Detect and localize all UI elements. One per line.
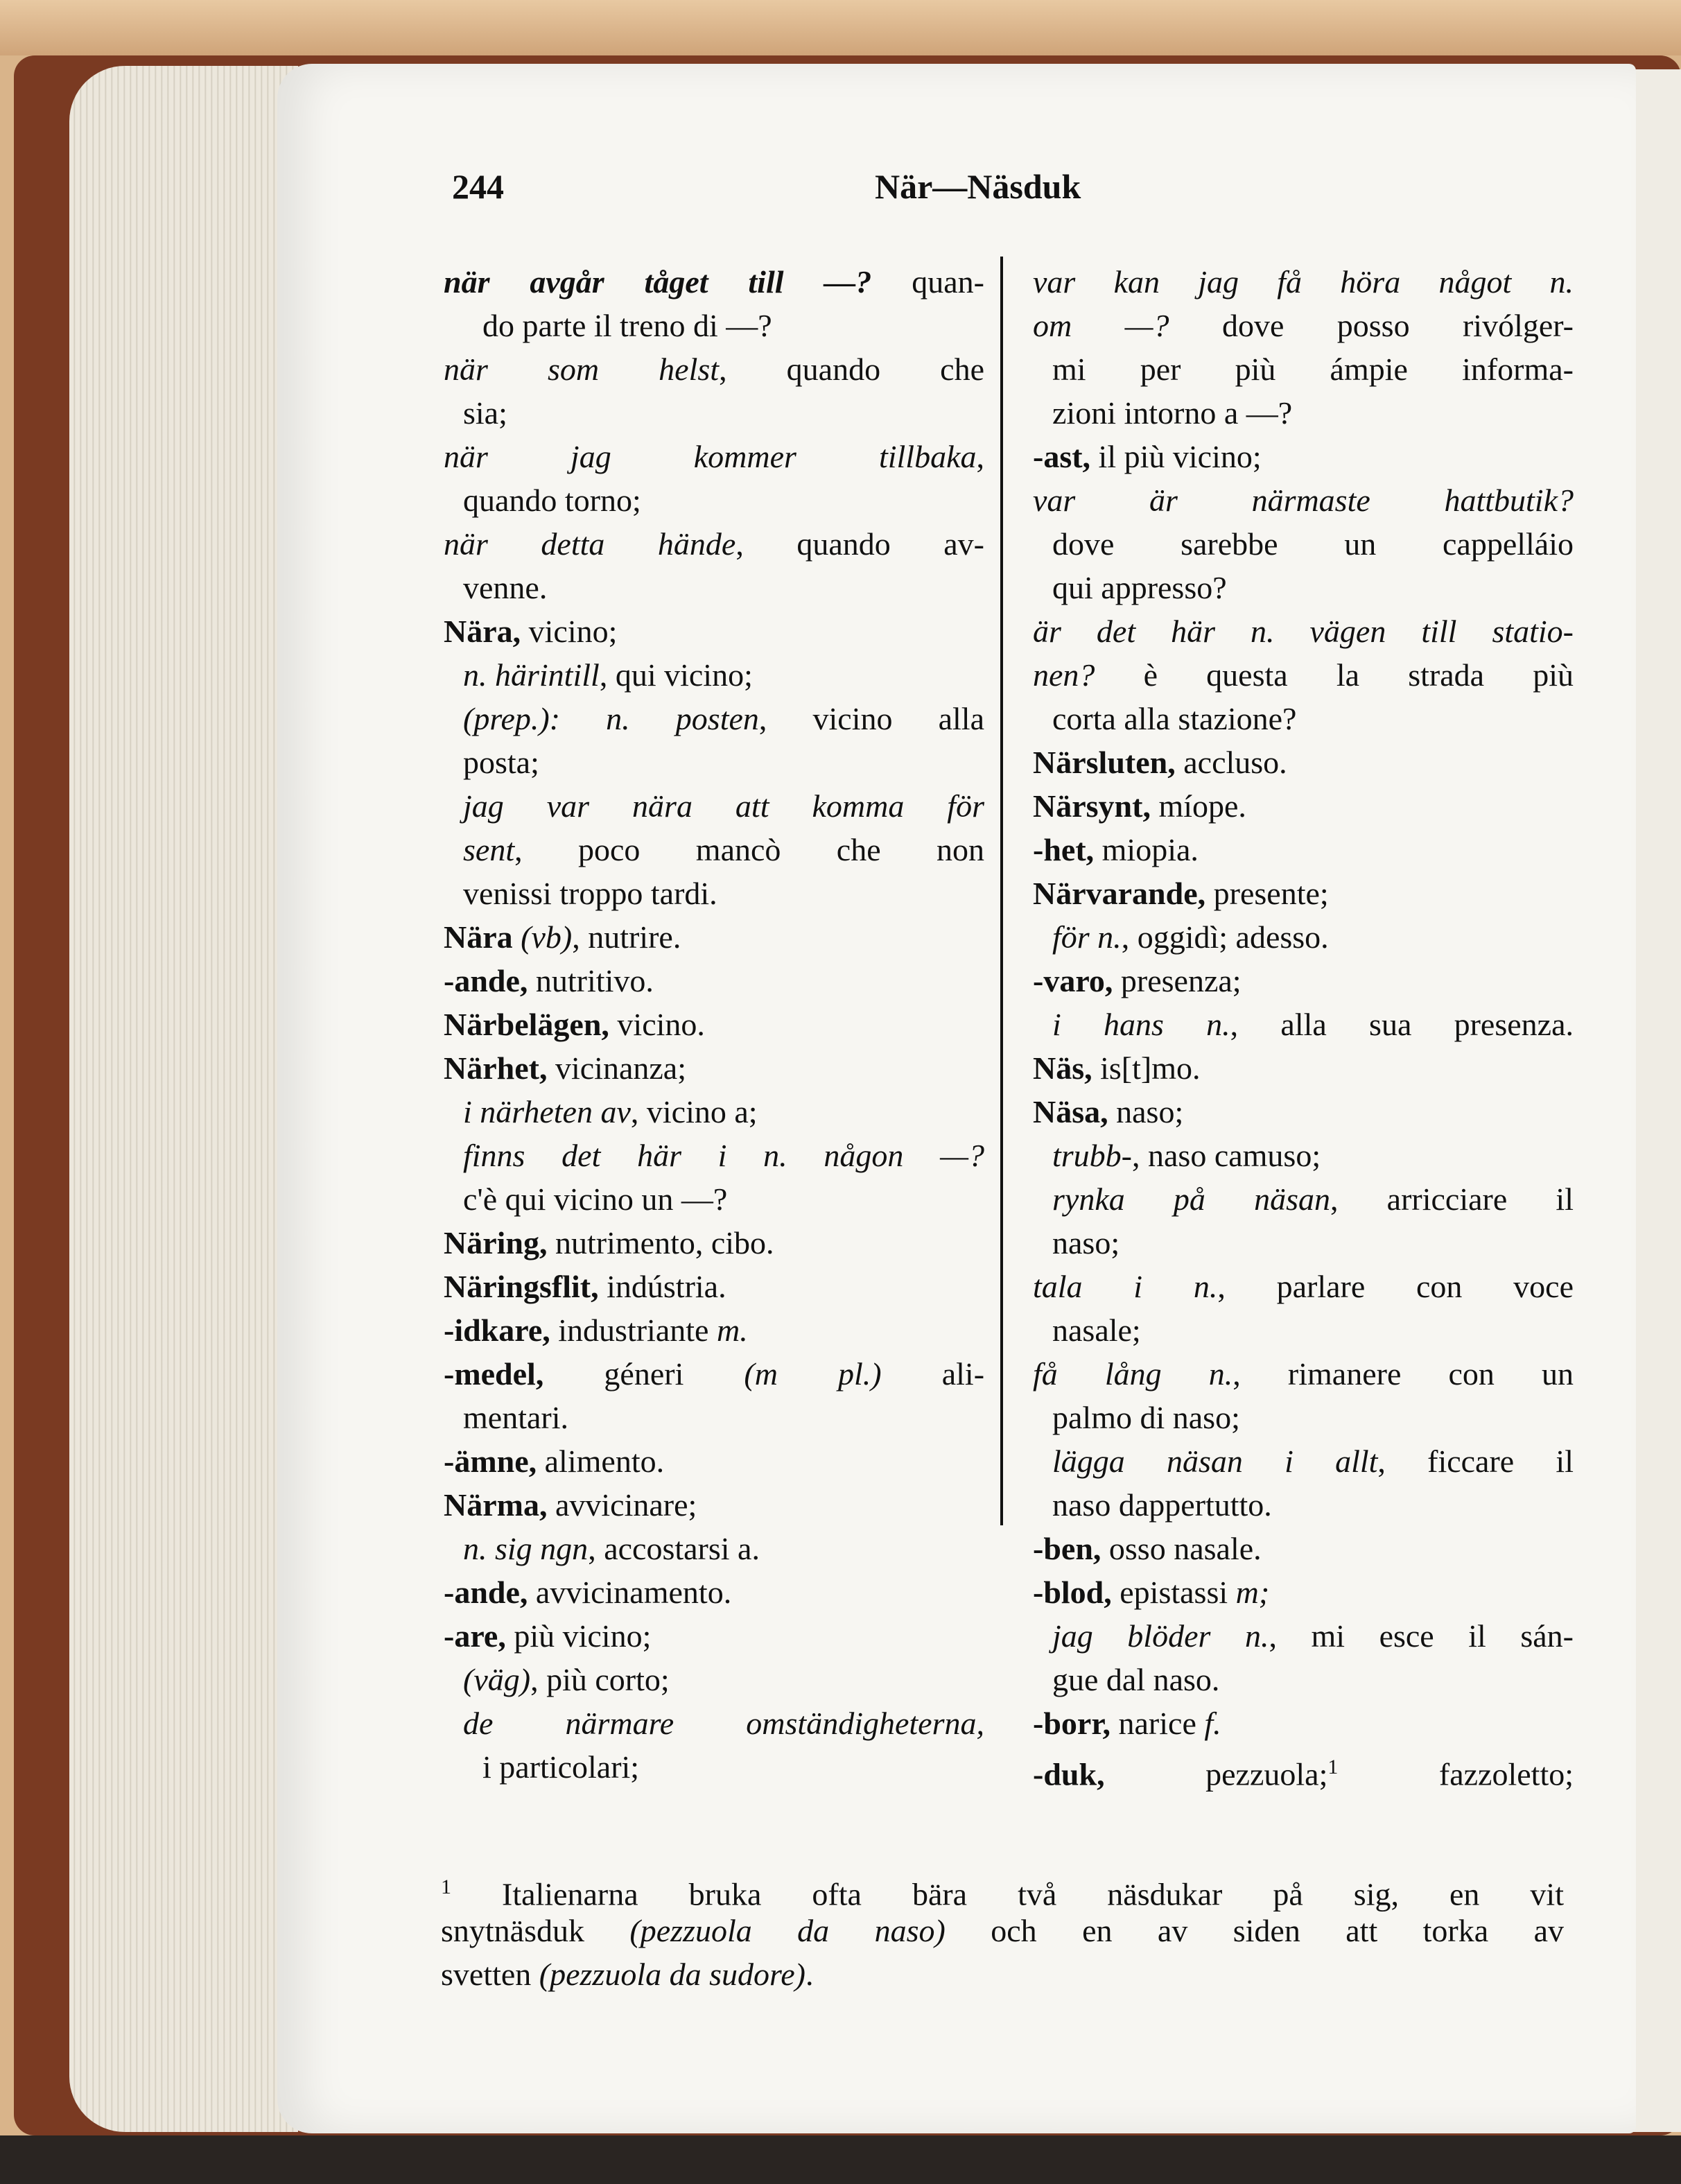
dictionary-line bbox=[1033, 1090, 1574, 1134]
entry-text: -idkare, bbox=[444, 1312, 550, 1348]
dictionary-line bbox=[1033, 1658, 1574, 1701]
entry-text: trubb- bbox=[1052, 1138, 1132, 1173]
page-number: 244 bbox=[452, 167, 504, 206]
entry-text: quan- bbox=[871, 264, 984, 300]
entry-text: avvicinare; bbox=[547, 1487, 697, 1523]
footnote-line bbox=[441, 1909, 1564, 1952]
dictionary-line bbox=[444, 1745, 984, 1789]
entry-text: när detta hände bbox=[444, 526, 736, 562]
entry-text: Närsluten, bbox=[1033, 745, 1176, 780]
entry-text: Näsa, bbox=[1033, 1094, 1108, 1129]
entry-text: -duk, bbox=[1033, 1756, 1105, 1792]
entry-text: , rimanere con un bbox=[1233, 1356, 1574, 1392]
dictionary-line bbox=[1033, 1265, 1574, 1308]
entry-text: avvicinamento. bbox=[528, 1575, 732, 1610]
entry-text: m; bbox=[1235, 1575, 1270, 1610]
dictionary-line bbox=[1033, 391, 1574, 435]
dictionary-line bbox=[444, 1134, 984, 1177]
dictionary-line bbox=[1033, 522, 1574, 566]
dictionary-line bbox=[444, 1046, 984, 1090]
entry-text: , bbox=[976, 439, 984, 474]
entry-text: -ben, bbox=[1033, 1531, 1101, 1566]
entry-text: i hans n. bbox=[1052, 1007, 1230, 1042]
entry-text: fazzoletto; bbox=[1338, 1756, 1574, 1792]
entry-text: mi per più ámpie informa- bbox=[1052, 352, 1574, 387]
entry-text: , oggidì; adesso. bbox=[1121, 919, 1329, 955]
entry-text: , più corto; bbox=[530, 1662, 670, 1697]
entry-text: Närhet, bbox=[444, 1050, 548, 1086]
entry-text: presenza; bbox=[1113, 963, 1242, 998]
dictionary-line bbox=[1033, 828, 1574, 872]
entry-text: do parte il treno di —? bbox=[482, 308, 772, 343]
entry-text: (prep.): n. posten bbox=[463, 701, 759, 736]
dictionary-line bbox=[1033, 1527, 1574, 1570]
footnote-marker: 1 bbox=[1327, 1756, 1339, 1778]
dictionary-line bbox=[1033, 1221, 1574, 1265]
dictionary-line bbox=[1033, 784, 1574, 828]
entry-text: när avgår tåget till —? bbox=[444, 264, 872, 300]
entry-text: zioni intorno a —? bbox=[1052, 395, 1293, 431]
entry-text: lägga näsan i allt bbox=[1052, 1444, 1378, 1479]
entry-text: presente; bbox=[1205, 876, 1329, 911]
dictionary-line bbox=[1033, 959, 1574, 1003]
dictionary-line bbox=[444, 260, 984, 304]
entry-text: , nutrire. bbox=[572, 919, 681, 955]
entry-text: più vicino; bbox=[505, 1618, 652, 1654]
entry-text: dove posso rivólger- bbox=[1169, 308, 1574, 343]
entry-text: indústria. bbox=[598, 1269, 726, 1304]
entry-text: naso; bbox=[1052, 1225, 1120, 1260]
entry-text: , ficcare il bbox=[1377, 1444, 1574, 1479]
dictionary-line bbox=[1033, 478, 1574, 522]
entry-text: narice bbox=[1110, 1706, 1205, 1741]
entry-text: Närbelägen, bbox=[444, 1007, 609, 1042]
entry-text: palmo di naso; bbox=[1052, 1400, 1240, 1435]
entry-text: (vb) bbox=[521, 919, 573, 955]
dictionary-line bbox=[1033, 697, 1574, 740]
dictionary-line bbox=[444, 566, 984, 609]
entry-text: nasale; bbox=[1052, 1312, 1141, 1348]
entry-text: vicino. bbox=[609, 1007, 705, 1042]
dictionary-line bbox=[1033, 740, 1574, 784]
entry-text: naso dappertutto. bbox=[1052, 1487, 1272, 1523]
dictionary-line bbox=[444, 347, 984, 391]
entry-text: c'è qui vicino un —? bbox=[463, 1181, 728, 1217]
entry-text: -ande, bbox=[444, 963, 528, 998]
footnote bbox=[441, 1865, 1564, 1996]
dictionary-line bbox=[444, 1221, 984, 1265]
dictionary-line bbox=[444, 1701, 984, 1745]
dictionary-line bbox=[1033, 1352, 1574, 1396]
entry-text: , quando av- bbox=[735, 526, 985, 562]
dictionary-line bbox=[1033, 566, 1574, 609]
dictionary-line bbox=[1033, 1003, 1574, 1046]
entry-text: vicino; bbox=[521, 614, 618, 649]
entry-text: när som helst bbox=[444, 352, 720, 387]
dictionary-line bbox=[1033, 1701, 1574, 1745]
facing-page-edge bbox=[1630, 69, 1681, 2132]
dictionary-line bbox=[444, 653, 984, 697]
dictionary-line bbox=[444, 959, 984, 1003]
entry-text: -medel, bbox=[444, 1356, 544, 1392]
entry-text: för n. bbox=[1052, 919, 1122, 955]
dictionary-line bbox=[444, 1265, 984, 1308]
entry-text: Italienarna bruka ofta bära två näsdukar på sig, en vit bbox=[451, 1876, 1564, 1912]
entry-text: (väg) bbox=[463, 1662, 531, 1697]
entry-text: är det här n. vägen till statio- bbox=[1033, 614, 1574, 649]
dictionary-line bbox=[444, 435, 984, 478]
entry-text: jag var nära att komma för bbox=[463, 788, 984, 824]
dictionary-line bbox=[444, 1177, 984, 1221]
entry-text: míope. bbox=[1150, 788, 1246, 824]
entry-text: il più vicino; bbox=[1090, 439, 1262, 474]
entry-text: quando torno; bbox=[463, 483, 641, 518]
dictionary-line bbox=[444, 304, 984, 347]
entry-text: venne. bbox=[463, 570, 548, 605]
dictionary-line bbox=[1033, 1439, 1574, 1483]
entry-text: n. härintill bbox=[463, 657, 600, 693]
footnote-marker: 1 bbox=[441, 1875, 451, 1898]
entry-text: gue dal naso. bbox=[1052, 1662, 1220, 1697]
dictionary-line bbox=[1033, 915, 1574, 959]
entry-text: snytnäsduk bbox=[441, 1913, 630, 1948]
dictionary-line bbox=[444, 1352, 984, 1396]
page-edges bbox=[69, 66, 298, 2132]
entry-text: -blod, bbox=[1033, 1575, 1112, 1610]
entry-text: nutritivo. bbox=[528, 963, 654, 998]
dictionary-line bbox=[444, 915, 984, 959]
entry-text: dove sarebbe un cappelláio bbox=[1052, 526, 1574, 562]
dictionary-line bbox=[444, 1439, 984, 1483]
entry-text: epistassi bbox=[1111, 1575, 1236, 1610]
entry-text: , vicino alla bbox=[758, 701, 985, 736]
dictionary-line bbox=[444, 478, 984, 522]
entry-text: mentari. bbox=[463, 1400, 568, 1435]
entry-text: osso nasale. bbox=[1101, 1531, 1262, 1566]
entry-text: Näring, bbox=[444, 1225, 548, 1260]
dictionary-line bbox=[444, 1570, 984, 1614]
dictionary-line bbox=[444, 1090, 984, 1134]
entry-text: industriante bbox=[550, 1312, 717, 1348]
dictionary-line bbox=[444, 828, 984, 872]
dictionary-line bbox=[1033, 347, 1574, 391]
entry-text: svetten bbox=[441, 1957, 539, 1992]
dictionary-line bbox=[444, 1003, 984, 1046]
entry-text: i particolari; bbox=[482, 1749, 640, 1785]
left-column bbox=[444, 260, 984, 1789]
entry-text: , alla sua presenza. bbox=[1230, 1007, 1574, 1042]
entry-text: när jag kommer tillbaka bbox=[444, 439, 977, 474]
dictionary-line bbox=[1033, 1614, 1574, 1658]
dictionary-line bbox=[1033, 872, 1574, 915]
dictionary-line bbox=[444, 1658, 984, 1701]
entry-text: Närvarande, bbox=[1033, 876, 1206, 911]
dictionary-line bbox=[1033, 1483, 1574, 1527]
dictionary-line bbox=[1033, 653, 1574, 697]
dictionary-line bbox=[1033, 1396, 1574, 1439]
dictionary-line bbox=[1033, 1570, 1574, 1614]
entry-text: och en av siden att torka av bbox=[945, 1913, 1565, 1948]
entry-text: i närheten av bbox=[463, 1094, 631, 1129]
running-head: När—Näsduk bbox=[875, 167, 1081, 206]
entry-text: jag blöder n. bbox=[1052, 1618, 1269, 1654]
entry-text: -ande, bbox=[444, 1575, 528, 1610]
dictionary-line bbox=[1033, 260, 1574, 304]
entry-text: finns det här i n. någon —? bbox=[463, 1138, 984, 1173]
entry-text: rynka på näsan bbox=[1052, 1181, 1330, 1217]
entry-text: , parlare con voce bbox=[1217, 1269, 1574, 1304]
dictionary-line bbox=[444, 391, 984, 435]
entry-text: (pezzuola da sudore) bbox=[539, 1957, 805, 1992]
entry-text: -ämne, bbox=[444, 1444, 537, 1479]
entry-text: -ast, bbox=[1033, 439, 1091, 474]
entry-text: is[t]mo. bbox=[1092, 1050, 1201, 1086]
dictionary-line bbox=[1033, 1046, 1574, 1090]
entry-text: f. bbox=[1204, 1706, 1221, 1741]
entry-text: -are, bbox=[444, 1618, 506, 1654]
dictionary-line bbox=[444, 872, 984, 915]
entry-text: accluso. bbox=[1175, 745, 1287, 780]
dictionary-line bbox=[1033, 435, 1574, 478]
entry-text: Näs, bbox=[1033, 1050, 1092, 1086]
entry-text: sent bbox=[463, 832, 515, 867]
dictionary-line bbox=[444, 609, 984, 653]
entry-text: tala i n. bbox=[1033, 1269, 1218, 1304]
right-column bbox=[1033, 260, 1574, 1792]
entry-text: pezzuola; bbox=[1104, 1756, 1328, 1792]
dictionary-line bbox=[1033, 1745, 1574, 1792]
entry-text: n. sig ngn bbox=[463, 1531, 589, 1566]
dictionary-line bbox=[1033, 1177, 1574, 1221]
entry-text: Nära bbox=[444, 919, 521, 955]
column-divider bbox=[1000, 257, 1003, 1525]
table-surface bbox=[0, 0, 1681, 55]
entry-text: nen? bbox=[1033, 657, 1095, 693]
dictionary-line bbox=[1033, 609, 1574, 653]
entry-text: sia; bbox=[463, 395, 507, 431]
dictionary-line bbox=[444, 1483, 984, 1527]
entry-text: -varo, bbox=[1033, 963, 1113, 998]
entry-text: var är närmaste hattbutik? bbox=[1033, 483, 1574, 518]
entry-text: posta; bbox=[463, 745, 539, 780]
dictionary-line bbox=[1033, 304, 1574, 347]
entry-text: (pezzuola da naso) bbox=[629, 1913, 946, 1948]
entry-text: (m pl.) bbox=[744, 1356, 882, 1392]
entry-text: -borr, bbox=[1033, 1706, 1111, 1741]
entry-text: vicinanza; bbox=[547, 1050, 686, 1086]
footnote-line bbox=[441, 1865, 1564, 1912]
dictionary-line bbox=[444, 740, 984, 784]
entry-text: miopia. bbox=[1094, 832, 1199, 867]
dictionary-line bbox=[444, 1527, 984, 1570]
dictionary-line bbox=[444, 1614, 984, 1658]
entry-text: Näringsflit, bbox=[444, 1269, 599, 1304]
footnote-line bbox=[441, 1952, 1564, 1996]
entry-text: qui appresso? bbox=[1052, 570, 1227, 605]
entry-text: venissi troppo tardi. bbox=[463, 876, 717, 911]
entry-text: om —? bbox=[1033, 308, 1169, 343]
entry-text: få lång n. bbox=[1033, 1356, 1233, 1392]
entry-text: géneri bbox=[543, 1356, 744, 1392]
dictionary-line bbox=[444, 1308, 984, 1352]
entry-text: Närma, bbox=[444, 1487, 548, 1523]
entry-text: Nära, bbox=[444, 614, 521, 649]
entry-text: , vicino a; bbox=[630, 1094, 758, 1129]
entry-text: alimento. bbox=[537, 1444, 665, 1479]
entry-text: m. bbox=[716, 1312, 748, 1348]
dictionary-line bbox=[444, 784, 984, 828]
entry-text: ali- bbox=[881, 1356, 985, 1392]
entry-text: -het, bbox=[1033, 832, 1095, 867]
dictionary-line bbox=[444, 522, 984, 566]
dictionary-line bbox=[444, 1396, 984, 1439]
entry-text: Närsynt, bbox=[1033, 788, 1151, 824]
entry-text: , qui vicino; bbox=[599, 657, 753, 693]
entry-text: , accostarsi a. bbox=[588, 1531, 760, 1566]
entry-text: , mi esce il sán- bbox=[1269, 1618, 1574, 1654]
entry-text: , naso camuso; bbox=[1132, 1138, 1321, 1173]
entry-text: , quando che bbox=[719, 352, 984, 387]
dictionary-line bbox=[1033, 1134, 1574, 1177]
entry-text: naso; bbox=[1108, 1094, 1184, 1129]
entry-text: , poco mancò che non bbox=[514, 832, 984, 867]
entry-text: è questa la strada più bbox=[1095, 657, 1574, 693]
entry-text: corta alla stazione? bbox=[1052, 701, 1297, 736]
page-header bbox=[452, 166, 1589, 215]
dictionary-line bbox=[444, 697, 984, 740]
dictionary-line bbox=[1033, 1308, 1574, 1352]
desk-shadow bbox=[0, 2135, 1681, 2184]
entry-text: . bbox=[805, 1957, 814, 1992]
entry-text: de närmare omständigheterna, bbox=[463, 1706, 984, 1741]
entry-text: , arricciare il bbox=[1330, 1181, 1574, 1217]
entry-text: var kan jag få höra något n. bbox=[1033, 264, 1574, 300]
entry-text: nutrimento, cibo. bbox=[547, 1225, 774, 1260]
